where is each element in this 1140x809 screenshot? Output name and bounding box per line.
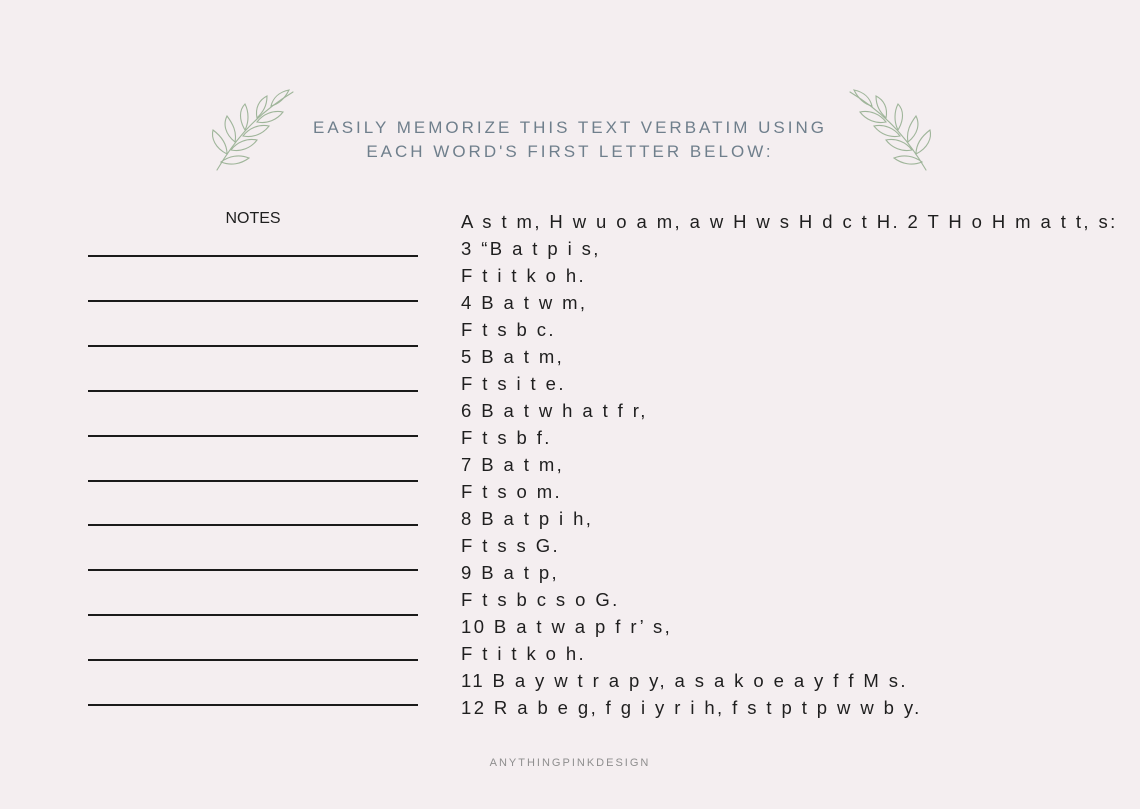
text-line: 3 “B a t p i s, bbox=[461, 238, 601, 259]
text-line: F t s s G. bbox=[461, 535, 561, 556]
note-writing-line[interactable] bbox=[88, 300, 418, 302]
heading-line-1: EASILY MEMORIZE THIS TEXT VERBATIM USING bbox=[313, 118, 827, 137]
text-line: 12 R a b e g, f g i y r i h, f s t p t p w w b y. bbox=[461, 697, 922, 718]
text-line: 11 B a y w t r a p y, a s a k o e a y f f M s. bbox=[461, 670, 908, 691]
note-writing-line[interactable] bbox=[88, 255, 418, 257]
text-line: 7 B a t m, bbox=[461, 454, 565, 475]
note-writing-line[interactable] bbox=[88, 569, 418, 571]
text-line: 10 B a t w a p f r’ s, bbox=[461, 616, 673, 637]
note-writing-line[interactable] bbox=[88, 614, 418, 616]
text-line: 8 B a t p i h, bbox=[461, 508, 594, 529]
text-line: A s t m, H w u o a m, a w H w s H d c t H. 2 T H o H m a t t, s: bbox=[461, 211, 1118, 232]
note-writing-line[interactable] bbox=[88, 480, 418, 482]
text-line: F t s b f. bbox=[461, 427, 552, 448]
text-line: F t s i t e. bbox=[461, 373, 566, 394]
text-line: F t s o m. bbox=[461, 481, 563, 502]
text-line: F t s b c s o G. bbox=[461, 589, 620, 610]
text-line: 6 B a t w h a t f r, bbox=[461, 400, 648, 421]
text-line: F t i t k o h. bbox=[461, 643, 587, 664]
page-heading bbox=[0, 116, 1140, 164]
text-line: 9 B a t p, bbox=[461, 562, 560, 583]
heading-line-2: EACH WORD'S FIRST LETTER BELOW: bbox=[366, 142, 774, 161]
text-line: 4 B a t w m, bbox=[461, 292, 588, 313]
text-line: F t s b c. bbox=[461, 319, 556, 340]
note-writing-line[interactable] bbox=[88, 390, 418, 392]
footer-brand: ANYTHINGPINKDESIGN bbox=[489, 757, 651, 769]
text-line: F t i t k o h. bbox=[461, 265, 587, 286]
text-line: 5 B a t m, bbox=[461, 346, 565, 367]
note-writing-line[interactable] bbox=[88, 345, 418, 347]
mnemonic-text-block bbox=[461, 208, 1118, 721]
note-writing-line[interactable] bbox=[88, 659, 418, 661]
note-writing-line[interactable] bbox=[88, 524, 418, 526]
note-writing-line[interactable] bbox=[88, 704, 418, 706]
note-writing-line[interactable] bbox=[88, 435, 418, 437]
notes-title: NOTES bbox=[225, 210, 281, 227]
